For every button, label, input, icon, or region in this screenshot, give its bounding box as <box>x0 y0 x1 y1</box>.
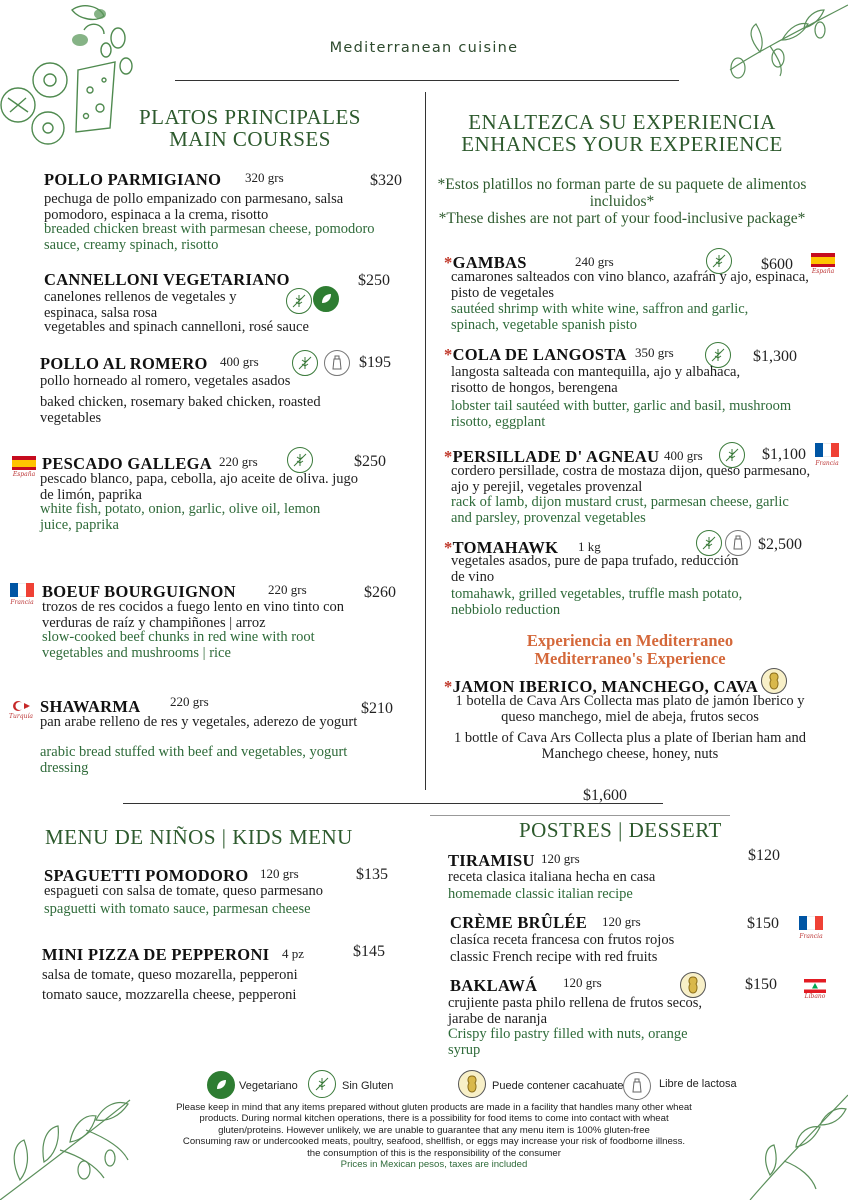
item-desc-en: lobster tail sautéed with butter, garlic and basil, mushroom risotto, eggplant <box>451 398 792 430</box>
item-desc-es: cordero persillade, costra de mostaza dijon, queso parmesano, ajo y perejil, vegetales provenzal <box>451 463 811 495</box>
item-name: *TOMAHAWK <box>444 538 559 557</box>
item-weight: 120 grs <box>541 851 580 866</box>
item-price: $210 <box>361 700 393 717</box>
item-desc-en: rack of lamb, dijon mustard crust, parmesan cheese, garlic and parsley, provenzal vegetables <box>451 494 789 526</box>
flag-caption: Francia <box>799 933 823 940</box>
item-name: *COLA DE LANGOSTA <box>444 345 627 364</box>
item-price: $195 <box>359 354 391 371</box>
enhance-title-es: ENALTEZCA SU EXPERIENCIA <box>468 110 776 134</box>
lactose-free-icon <box>324 350 350 376</box>
france-flag-icon <box>799 916 823 930</box>
experience-name: *JAMON IBERICO, MANCHEGO, CAVA <box>444 677 759 696</box>
lactose-free-icon <box>623 1072 651 1100</box>
legend-peanut: Puede contener cacahuate <box>492 1080 624 1092</box>
lebanon-flag-icon <box>804 978 826 992</box>
enhance-title-en: ENHANCES YOUR EXPERIENCE <box>461 132 783 156</box>
item-desc-en: Crispy filo pastry filled with nuts, orange syrup <box>448 1026 688 1058</box>
experience-price: $1,600 <box>583 787 627 804</box>
item-weight: 4 pz <box>282 946 305 961</box>
item-price: $145 <box>353 943 385 960</box>
item-weight: 350 grs <box>635 345 674 360</box>
main-courses-title-en: MAIN COURSES <box>169 127 331 151</box>
item-weight: 120 grs <box>563 975 602 990</box>
item-weight: 1 kg <box>578 539 601 554</box>
item-desc-en: vegetables and spinach cannelloni, rosé sauce <box>44 319 309 335</box>
experience-desc-en: 1 bottle of Cava Ars Collecta plus a plate of Iberian ham and Manchego cheese, honey, nuts <box>454 730 806 762</box>
item-name: MINI PIZZA DE PEPPERONI <box>42 945 270 964</box>
item-desc-en: tomahawk, grilled vegetables, truffle mash potato, nebbiolo reduction <box>451 586 743 618</box>
spain-flag-icon <box>811 253 835 267</box>
olive-branch-bottom-right-illustration <box>740 1085 848 1200</box>
gluten-free-icon <box>292 350 318 376</box>
legend-vegetarian: Vegetariano <box>239 1080 298 1092</box>
experience-desc <box>440 694 820 762</box>
item-weight: 120 grs <box>602 914 641 929</box>
item-name: SPAGUETTI POMODORO <box>44 866 249 885</box>
footer-line: products. During normal kitchen operations, there is a possibility for food items to come into contact with wheat <box>199 1113 669 1125</box>
item-desc-es: pollo horneado al romero, vegetales asados <box>40 373 291 389</box>
item-desc-en: classic French recipe with red fruits <box>450 949 658 965</box>
item-desc-es: pechuga de pollo empanizado con parmesano, salsa pomodoro, espinaca a la crema, risotto <box>44 191 344 223</box>
item-weight: 220 grs <box>268 582 307 597</box>
mid-divider <box>123 803 663 804</box>
item-desc-es: clasíca receta francesa con frutos rojos <box>450 932 675 948</box>
column-divider <box>425 92 426 790</box>
legend-gluten-free: Sin Gluten <box>342 1080 394 1092</box>
enhance-note-en: *These dishes are not part of your food-inclusive package* <box>438 210 806 227</box>
footer-prices: Prices in Mexican pesos, taxes are included <box>340 1159 528 1171</box>
item-price: $120 <box>748 847 780 864</box>
legend-lactose-free: Libre de lactosa <box>659 1078 737 1090</box>
item-desc-es: pan arabe relleno de res y vegetales, aderezo de yogurt <box>40 714 358 730</box>
item-price: $150 <box>745 976 777 993</box>
right-top-rule <box>430 815 730 816</box>
item-weight: 220 grs <box>219 454 258 469</box>
turkey-flag-icon <box>10 698 32 712</box>
flag-caption: España <box>12 471 36 478</box>
vegetarian-icon <box>207 1071 235 1099</box>
item-desc-es: receta clasica italiana hecha en casa <box>448 869 656 885</box>
gluten-free-icon <box>308 1070 336 1098</box>
item-name: PESCADO GALLEGA <box>42 454 212 473</box>
item-desc-es: langosta salteada con mantequilla, ajo y albahaca, risotto de hongos, berengena <box>451 364 741 396</box>
item-name: TIRAMISU <box>448 851 535 870</box>
flag-caption: Francia <box>815 460 839 467</box>
peanut-icon <box>761 668 787 694</box>
item-weight: 120 grs <box>260 866 299 881</box>
spain-flag-icon <box>12 456 36 470</box>
item-desc-es: canelones rellenos de vegetales y espinaca, salsa rosa <box>44 289 237 321</box>
flag-caption: España <box>811 268 835 275</box>
item-desc-en: slow-cooked beef chunks in red wine with root vegetables and mushrooms | rice <box>42 629 315 661</box>
item-price: $320 <box>370 172 402 189</box>
item-desc-en: tomato sauce, mozzarella cheese, pepperoni <box>42 987 297 1003</box>
item-desc-es: pescado blanco, papa, cebolla, ajo aceite de oliva. jugo de limón, paprika <box>40 471 359 503</box>
main-courses-title <box>90 106 410 150</box>
flag-caption: Francia <box>10 599 34 606</box>
experience-title-es: Experiencia en Mediterraneo <box>526 631 734 650</box>
item-desc-en: breaded chicken breast with parmesan cheese, pomodoro sauce, creamy spinach, risotto <box>44 221 375 253</box>
footer-line: Please keep in mind that any items prepared without gluten products are made in a facility that handles many other wheat <box>176 1102 692 1113</box>
item-price: $600 <box>761 256 793 273</box>
item-price: $260 <box>364 584 396 601</box>
item-desc-en: arabic bread stuffed with beef and vegetables, yogurt dressing <box>40 744 348 776</box>
item-desc-es: vegetales asados, pure de papa trufado, reducción de vino <box>451 553 739 585</box>
gluten-free-icon <box>287 447 313 473</box>
item-name: BOEUF BOURGUIGNON <box>42 582 236 601</box>
item-weight: 240 grs <box>575 254 614 269</box>
footer-line: Consuming raw or undercooked meats, poultry, seafood, shellfish, or eggs may increase your risk of foodborne illness. <box>182 1136 686 1148</box>
experience-desc-es: 1 botella de Cava Ars Collecta mas plato de jamón Iberico y queso manchego, miel de abeja, frutos secos <box>455 693 805 725</box>
flag-caption: Líbano <box>804 993 826 1000</box>
experience-title-en: Mediterraneo's Experience <box>534 649 726 668</box>
item-desc-es: crujiente pasta philo rellena de frutos secos, jarabe de naranja <box>448 995 703 1027</box>
item-price: $250 <box>354 453 386 470</box>
vegetarian-icon <box>313 286 339 312</box>
item-name: CRÈME BRÛLÉE <box>450 913 587 932</box>
item-name: *GAMBAS <box>444 253 527 272</box>
item-price: $250 <box>358 272 390 289</box>
item-weight: 220 grs <box>170 694 209 709</box>
item-name: POLLO AL ROMERO <box>40 354 208 373</box>
enhance-note-es: *Estos platillos no forman parte de su paquete de alimentos incluidos* <box>437 176 807 210</box>
gluten-free-icon <box>286 288 312 314</box>
footer-line: gluten/proteins. However unlikely, we are unable to guarantee that any menu item is 100% gluten-free <box>218 1124 650 1136</box>
footer-disclaimer <box>150 1102 718 1170</box>
item-desc-es: salsa de tomate, queso mozarella, pepperoni <box>42 967 298 983</box>
item-desc-en: homemade classic italian recipe <box>448 886 633 902</box>
item-name: SHAWARMA <box>40 697 141 716</box>
flag-caption: Turquía <box>9 713 33 720</box>
item-desc-es: trozos de res cocidos a fuego lento en vino tinto con verduras de raíz y champiñones | arroz <box>42 599 345 631</box>
france-flag-icon <box>10 583 34 597</box>
item-name: POLLO PARMIGIANO <box>44 170 222 189</box>
item-desc-en: sautéed shrimp with white wine, saffron and garlic, spinach, vegetable spanish pisto <box>451 301 749 333</box>
enhance-note <box>432 176 812 227</box>
item-name: *PERSILLADE D' AGNEAU <box>444 447 660 466</box>
item-price: $1,100 <box>762 446 806 463</box>
footer-line: the consumption of this is the responsibility of the consumer <box>307 1147 561 1159</box>
item-price: $150 <box>747 915 779 932</box>
header-divider <box>175 80 679 81</box>
item-desc-en: spaguetti with tomato sauce, parmesan cheese <box>44 901 311 917</box>
item-desc-es: espagueti con salsa de tomate, queso parmesano <box>44 883 324 899</box>
item-desc-en: baked chicken, rosemary baked chicken, roasted vegetables <box>40 394 321 426</box>
france-flag-icon <box>815 443 839 457</box>
item-weight: 320 grs <box>245 170 284 185</box>
item-price: $135 <box>356 866 388 883</box>
enhance-title <box>432 111 812 155</box>
cuisine-header: Mediterranean cuisine <box>329 40 519 56</box>
dessert-title: POSTRES | DESSERT <box>519 818 722 842</box>
item-desc-es: camarones salteados con vino blanco, azafrán y ajo, espinaca, pisto de vegetales <box>451 269 809 301</box>
main-courses-title-es: PLATOS PRINCIPALES <box>139 105 361 129</box>
item-desc-en: white fish, potato, onion, garlic, olive oil, lemon juice, paprika <box>40 501 321 533</box>
item-weight: 400 grs <box>220 354 259 369</box>
experience-title <box>440 632 820 668</box>
item-name: BAKLAWÁ <box>450 976 538 995</box>
kids-menu-title: MENU DE NIÑOS | KIDS MENU <box>45 825 353 849</box>
item-weight: 400 grs <box>664 448 703 463</box>
item-price: $1,300 <box>753 348 797 365</box>
peanut-icon <box>458 1070 486 1098</box>
item-price: $2,500 <box>758 536 802 553</box>
item-name: CANNELLONI VEGETARIANO <box>44 270 290 289</box>
